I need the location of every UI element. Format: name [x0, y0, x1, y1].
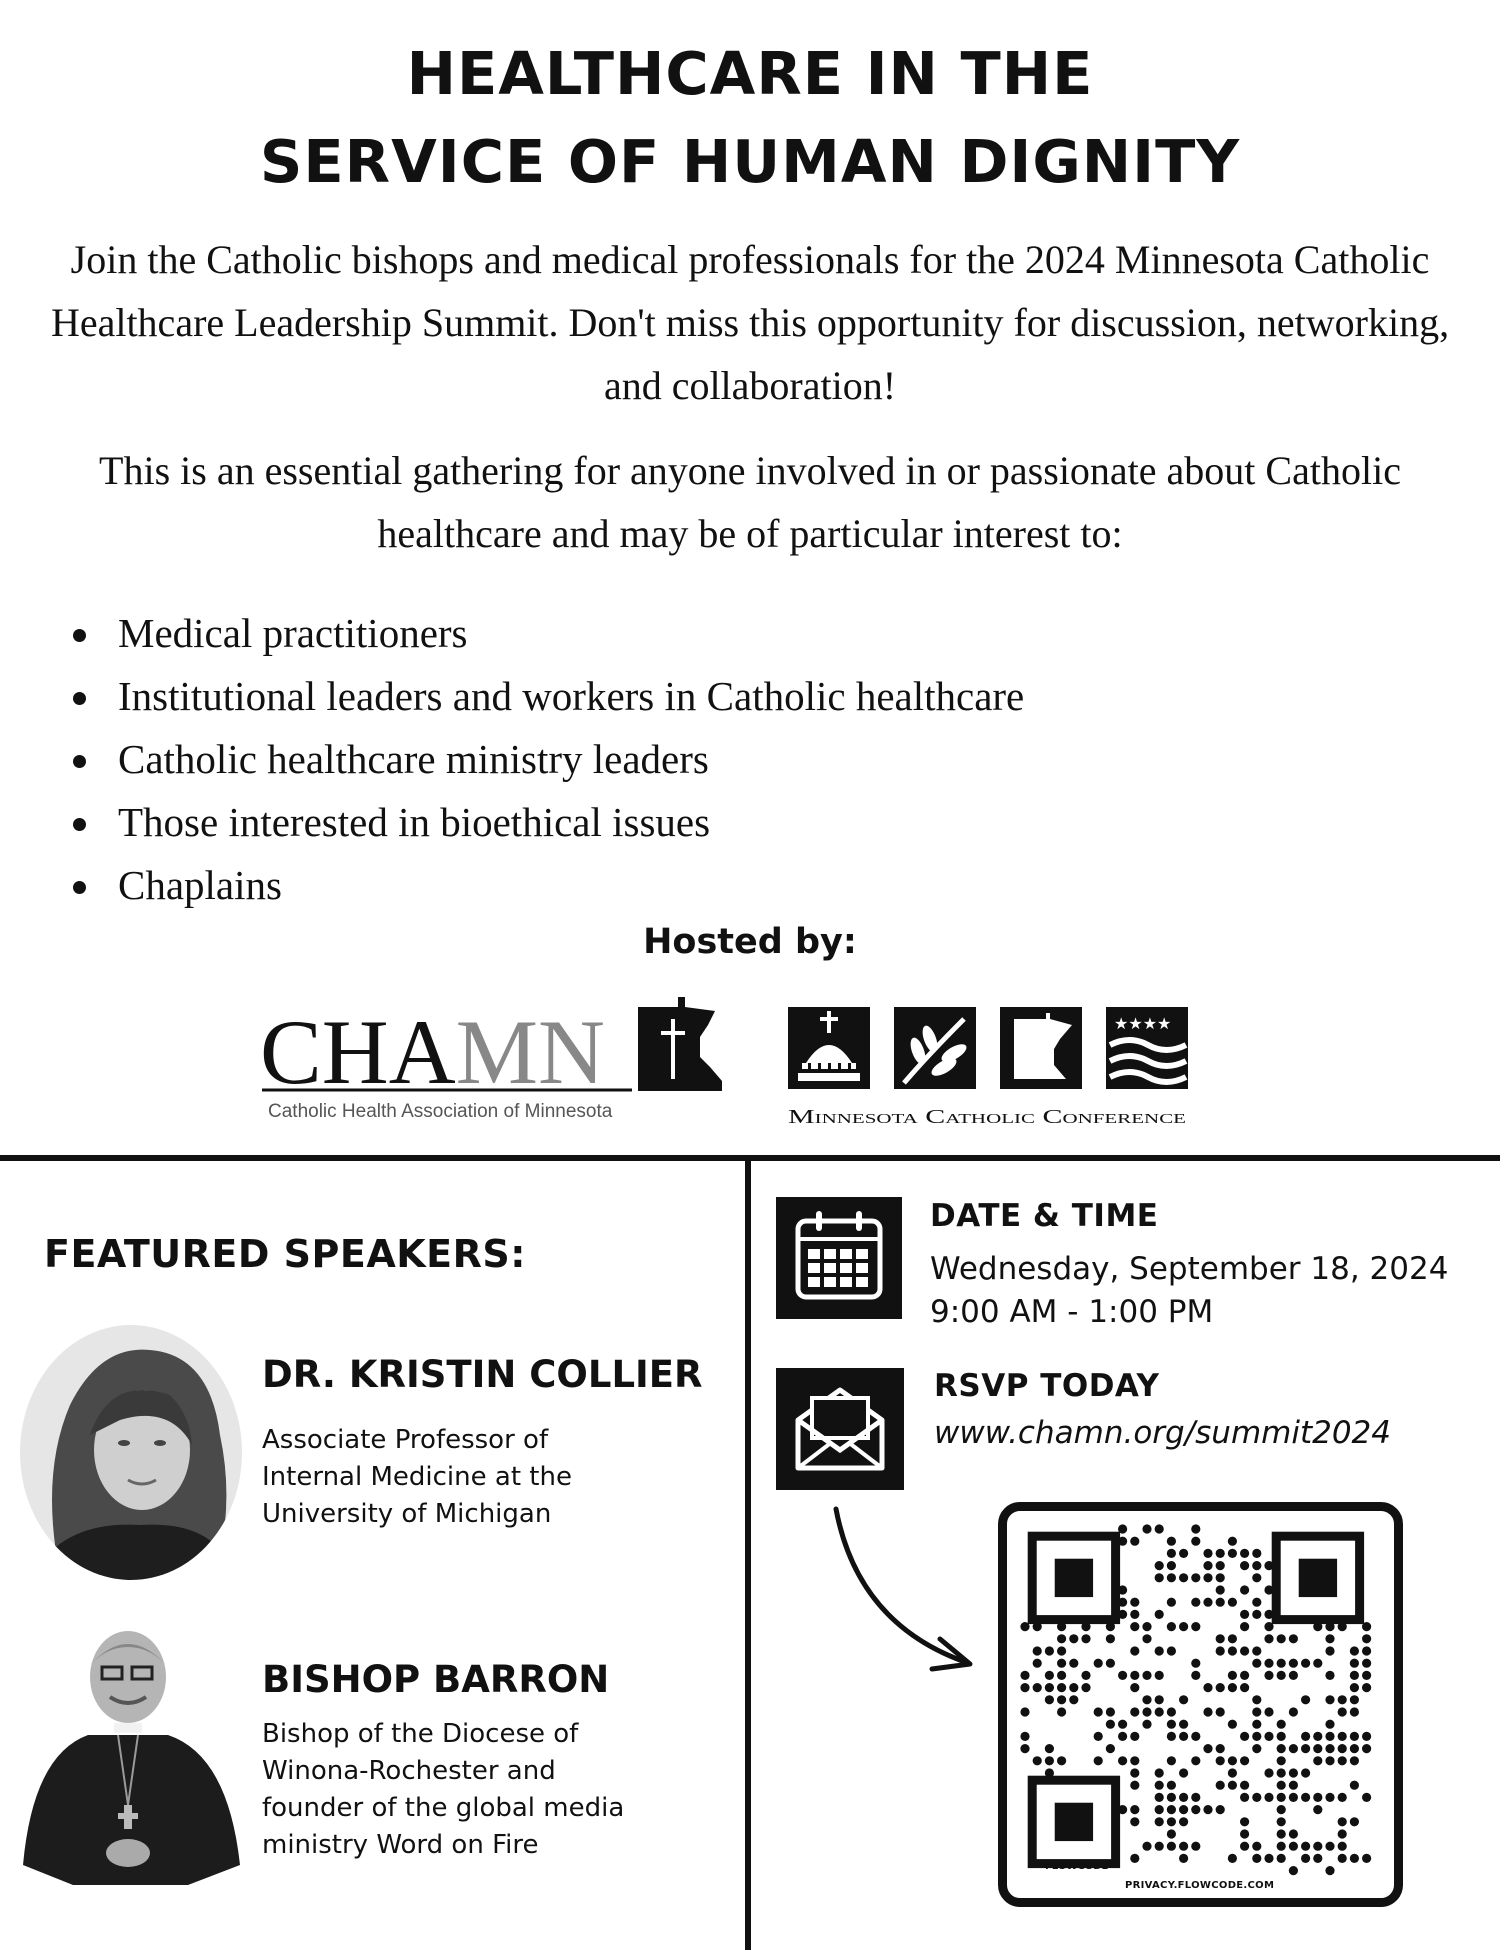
minnesota-map-icon — [1000, 1007, 1082, 1089]
list-item: Medical practitioners — [70, 602, 1024, 665]
list-item: Those interested in bioethical issues — [70, 791, 1024, 854]
speaker-photo-bishop-barron — [18, 1625, 243, 1885]
capitol-icon — [788, 1007, 870, 1089]
title-line-2: SERVICE OF HUMAN DIGNITY — [259, 127, 1241, 196]
envelope-icon — [776, 1368, 904, 1490]
speaker-name: DR. KRISTIN COLLIER — [262, 1353, 703, 1396]
speaker-description-line: founder of the global media — [262, 1793, 625, 1823]
column-divider — [745, 1160, 751, 1950]
event-time: 9:00 AM - 1:00 PM — [930, 1294, 1214, 1330]
mcc-caption: Minnesota Catholic Conference — [788, 1106, 1186, 1128]
speaker-description-line: Winona-Rochester and — [262, 1756, 556, 1786]
speaker-description — [262, 1716, 624, 1864]
date-time-heading: DATE & TIME — [930, 1198, 1159, 1234]
list-item: Catholic healthcare ministry leaders — [70, 728, 1024, 791]
speaker-name: BISHOP BARRON — [262, 1658, 610, 1701]
qr-brand-label: FLOWCODE — [1045, 1861, 1109, 1872]
mcc-logo — [788, 1005, 1188, 1135]
calendar-icon — [776, 1197, 902, 1319]
rsvp-link[interactable]: www.chamn.org/summit2024 — [934, 1415, 1392, 1451]
qr-privacy-label: PRIVACY.FLOWCODE.COM — [1125, 1880, 1275, 1891]
rsvp-heading: RSVP TODAY — [934, 1368, 1160, 1404]
chamn-wordmark: CHAMN — [260, 1001, 604, 1103]
svg-text:★★★★: ★★★★ — [1114, 1014, 1172, 1033]
speakers-heading: FEATURED SPEAKERS: — [44, 1232, 526, 1276]
speaker-description-line: University of Michigan — [262, 1499, 552, 1529]
chamn-caption: Catholic Health Association of Minnesota — [268, 1101, 613, 1122]
list-item: Chaplains — [70, 854, 1024, 917]
title-line-1: HEALTHCARE IN THE — [406, 39, 1094, 108]
speaker-description-line: ministry Word on Fire — [262, 1830, 539, 1860]
chamn-logo — [260, 995, 730, 1125]
qr-code[interactable] — [998, 1502, 1403, 1907]
audience-list — [70, 602, 1024, 917]
speaker-description — [262, 1422, 572, 1533]
speaker-description-line: Bishop of the Diocese of — [262, 1719, 579, 1749]
list-item: Institutional leaders and workers in Catholic healthcare — [70, 665, 1024, 728]
minnesota-state-icon — [638, 997, 722, 1091]
speaker-photo-kristin-collier — [20, 1325, 242, 1580]
speaker-description-line: Associate Professor of — [262, 1425, 549, 1455]
page-title — [0, 30, 1500, 206]
event-date: Wednesday, September 18, 2024 — [930, 1251, 1449, 1287]
speaker-description-line: Internal Medicine at the — [262, 1462, 572, 1492]
curved-arrow-icon — [828, 1505, 988, 1675]
hosted-by-label: Hosted by: — [643, 922, 857, 962]
wheat-icon — [894, 1007, 976, 1089]
intro-paragraph: Join the Catholic bishops and medical professionals for the 2024 Minnesota Catholic Healthcare Leadership Summit. Don't miss this opportunity for discussion, networking, and collaboration! — [50, 237, 1450, 408]
audience-intro-paragraph: This is an essential gathering for anyone involved in or passionate about Catholic healthcare and may be of particular interest to: — [99, 448, 1401, 556]
flag-icon — [1106, 1007, 1188, 1089]
